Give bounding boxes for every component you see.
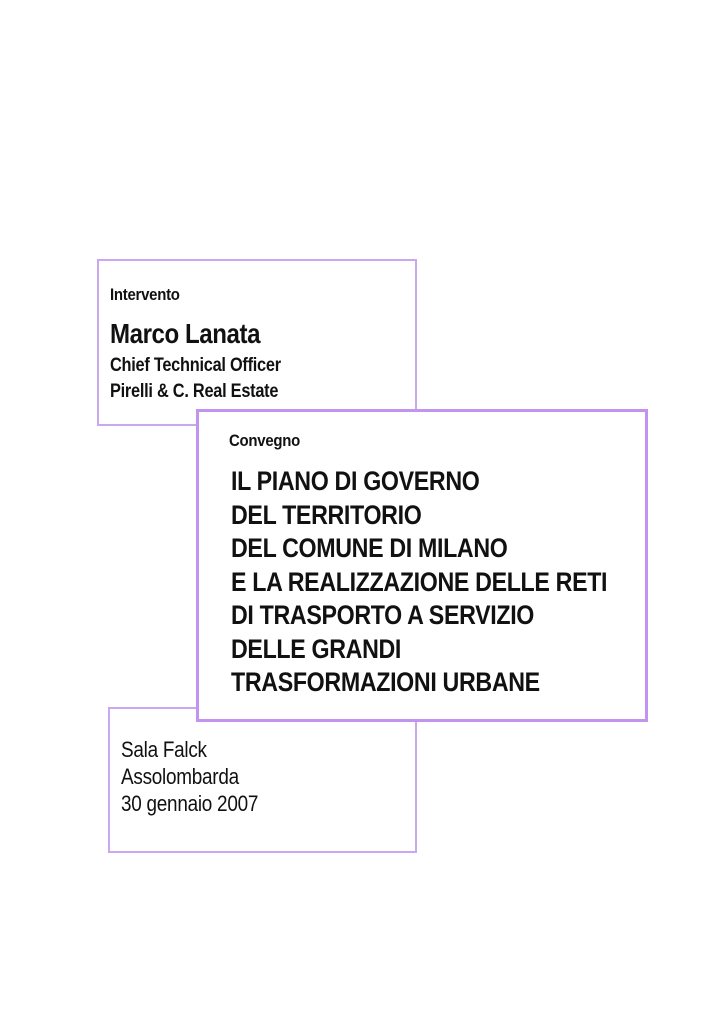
venue-box xyxy=(108,707,417,853)
speaker-details xyxy=(110,353,281,405)
conference-title-line: IL PIANO DI GOVERNO xyxy=(231,466,480,496)
conference-title-line: DEL COMUNE DI MILANO xyxy=(231,533,508,563)
conference-box xyxy=(196,409,648,722)
speaker-company: Pirelli & C. Real Estate xyxy=(110,381,279,402)
speaker-label: Intervento xyxy=(110,285,180,304)
conference-title xyxy=(231,465,607,700)
venue-details xyxy=(121,736,258,817)
venue-room: Sala Falck xyxy=(121,737,207,762)
conference-label: Convegno xyxy=(229,431,301,450)
conference-title-line: E LA REALIZZAZIONE DELLE RETI xyxy=(231,566,608,597)
event-date: 30 gennaio 2007 xyxy=(121,791,259,816)
speaker-role: Chief Technical Officer xyxy=(110,355,281,376)
speaker-box xyxy=(97,259,417,426)
conference-title-line: TRASFORMAZIONI URBANE xyxy=(231,667,540,697)
venue-organization: Assolombarda xyxy=(121,764,239,789)
speaker-name: Marco Lanata xyxy=(110,318,261,349)
conference-title-line: DELLE GRANDI xyxy=(231,633,402,664)
conference-title-line: DI TRASPORTO A SERVIZIO xyxy=(231,600,535,630)
conference-title-line: DEL TERRITORIO xyxy=(231,499,422,530)
